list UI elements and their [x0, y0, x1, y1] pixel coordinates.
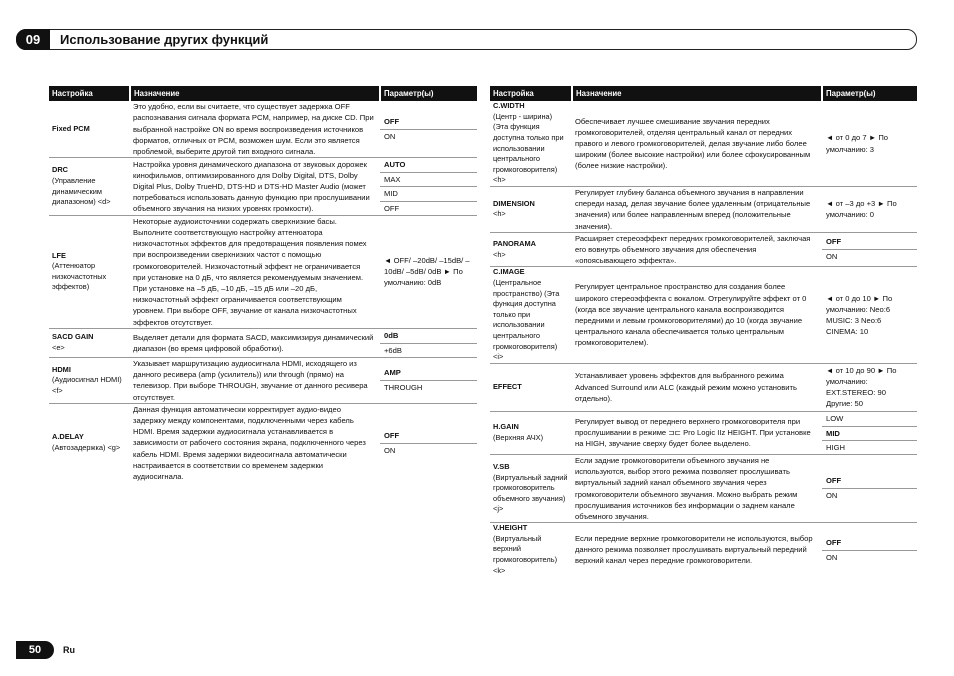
param-option: AUTO: [384, 160, 406, 170]
header-params: Параметр(ы): [822, 86, 917, 101]
setting-params-cell: [822, 186, 917, 232]
setting-name-cell: [490, 523, 572, 576]
setting-description: Это удобно, если вы считаете, что существует задержка OFF распознавания сигнала формата PCM, например, на диске CD. При выбранной настройке ON во время воспроизведения источников форматов, отличных от PCM, возможен шум. Если это является проблемой, выберите другой тип входного сигнала.: [133, 102, 374, 157]
setting-name-cell: [49, 158, 130, 216]
setting-name-cell: [490, 232, 572, 267]
param-option: ON: [822, 550, 917, 564]
header-purpose: Назначение: [130, 86, 380, 101]
setting-description: Настройка уровня динамического диапазона от звуковых дорожек кинофильмов, оптимизированного для Dolby Digital, DTS, Dolby Digital Plus, Dolby TrueHD, DTS-HD и DTS-HD Master Audio (может потребоваться использовать данную функцию при прослушивании объемного звучания на низких уровнях громкости).: [130, 158, 380, 216]
param-list: [822, 131, 917, 155]
setting-subtitle: (Центр - ширина) (Эта функция доступна только при использовании центрального громкоговорителя) <h>: [493, 111, 564, 185]
setting-name-cell: [490, 101, 572, 186]
setting-name: DIMENSION: [493, 198, 535, 208]
param-list: [822, 364, 917, 411]
setting-params-cell: [380, 403, 477, 482]
setting-params-cell: [822, 232, 917, 267]
table-row: [490, 523, 917, 576]
setting-subtitle: (Виртуальный верхний громкоговоритель) <k>: [493, 533, 558, 575]
table-row: [490, 363, 917, 411]
setting-params-cell: [380, 328, 477, 357]
setting-name: EFFECT: [493, 381, 522, 391]
setting-name: SACD GAIN: [52, 332, 94, 342]
setting-subtitle: <h>: [493, 249, 506, 259]
param-option: ◄ от 10 до 90 ► По умолчанию: EXT.STEREO: 90 Другие: 50: [826, 365, 897, 409]
table-header-row: [49, 86, 477, 101]
setting-name: V.SB: [493, 462, 510, 472]
param-option: OFF: [384, 430, 400, 440]
param-option: ON: [822, 488, 917, 502]
page-number: 50: [16, 641, 54, 659]
setting-params-cell: [380, 158, 477, 216]
setting-name: V.HEIGHT: [493, 523, 528, 533]
header-setting: Настройка: [49, 86, 130, 101]
setting-subtitle: <h>: [493, 209, 506, 219]
setting-params-cell: [380, 358, 477, 404]
param-list: [380, 366, 477, 394]
param-option: AMP: [384, 368, 401, 378]
param-option: MID: [380, 186, 477, 200]
param-list: [822, 292, 917, 339]
setting-name-cell: [49, 328, 130, 357]
setting-description: Данная функция автоматически корректирует аудио-видео задержку между компонентами, подключенными через кабель HDMI. Время задержки аудиосигнала устанавливается в зависимости от рабочего состояния экрана, подключенного через кабель HDMI. Время задержки видеосигнала автоматически настраивается в соответствии со временем задержки аудиосигнала.: [130, 403, 380, 482]
table-row: [490, 101, 917, 186]
setting-name: H.GAIN: [493, 422, 519, 432]
settings-table-right: [490, 86, 917, 576]
param-option: HIGH: [822, 440, 917, 454]
setting-name: Fixed PCM: [52, 123, 90, 133]
param-list: [380, 329, 477, 357]
table-row: [490, 232, 917, 267]
param-option: MAX: [380, 172, 477, 186]
param-option: ON: [380, 443, 477, 457]
param-option: ◄ от –3 до +3 ► По умолчанию: 0: [826, 199, 897, 220]
setting-description: Регулирует вывод от переднего верхнего громкоговорителя при прослушивании в режиме ⊐⊏ Pro Logic IIz HEIGHT. При установке на HIGH, звучание сверху будет более выделено.: [572, 411, 822, 454]
setting-description: Расширяет стереоэффект передних громкоговорителей, заключая его вовнутрь объемного звучания для обеспечения «опоясывающего эффекта».: [572, 232, 822, 267]
settings-table-left: [49, 86, 477, 482]
setting-subtitle: (Аттенюатор низкочастотных эффектов): [52, 261, 107, 292]
setting-params-cell: [380, 215, 477, 328]
setting-subtitle: <e>: [52, 342, 65, 352]
setting-name: C.WIDTH: [493, 101, 525, 111]
param-option: OFF: [380, 201, 477, 215]
param-list: [822, 412, 917, 454]
table-row: [49, 215, 477, 328]
param-list: [822, 474, 917, 502]
setting-description: Некоторые аудиоисточники содержать сверхнизкие басы. Выполните соответствующую настройку аттенюатора низкочастотных эффектов для предотвращения появления помех при воспроизведении сверхнизких частот с помощью громкоговорителей. Низкочастотный эффект не ограничивается при установке на 0 дБ, что является рекомендуемым значением. При установке на –5 дБ, –10 дБ, –15 дБ или –20 дБ, низкочастотный эффект ограничивается соответствующим уровнем. При выборе OFF, звучание от канала низкочастотных эффектов отсутствует.: [130, 215, 380, 328]
setting-description: Устанавливает уровень эффектов для выбранного режима Advanced Surround или ALC (каждый режим можно установить отдельно).: [572, 363, 822, 411]
param-option: OFF: [826, 476, 842, 486]
setting-params-cell: [822, 411, 917, 454]
setting-subtitle: (Управление динамическим диапазоном) <d>: [52, 175, 111, 207]
header-params: Параметр(ы): [380, 86, 477, 101]
setting-description: Указывает маршрутизацию аудиосигнала HDMI, исходящего из данного ресивера (amp (усилитель)) или through (прямо) на телевизор. При выборе THROUGH, звучание от данного ресивера отсутствует.: [130, 358, 380, 404]
setting-name: PANORAMA: [493, 238, 536, 248]
setting-params-cell: [822, 267, 917, 363]
table-row: [49, 358, 477, 404]
table-row: [490, 411, 917, 454]
page-title: Использование других функций: [60, 32, 269, 47]
chapter-number: 09: [16, 29, 50, 50]
right-table-body: [490, 101, 917, 576]
param-option: ◄ от 0 до 7 ► По умолчанию: 3: [826, 133, 889, 154]
setting-params-cell: [822, 454, 917, 522]
param-list: [822, 197, 917, 221]
setting-name-cell: [490, 454, 572, 522]
setting-name-cell: [49, 101, 130, 158]
table-row: [490, 186, 917, 232]
param-option: OFF: [826, 237, 842, 247]
table-row: [49, 403, 477, 482]
setting-name: LFE: [52, 250, 66, 260]
language-code: Ru: [63, 645, 75, 655]
param-option: ◄ OFF/ –20dB/ –15dB/ –10dB/ –5dB/ 0dB ► По умолчанию: 0dB: [384, 256, 470, 288]
setting-subtitle: (Центральное пространство) (Эта функция доступна только при использовании центрального громкоговорителя) <i>: [493, 277, 560, 362]
param-option: ON: [822, 249, 917, 263]
setting-name-cell: [490, 411, 572, 454]
param-option: THROUGH: [380, 380, 477, 394]
param-option: ON: [380, 129, 477, 143]
setting-params-cell: [822, 363, 917, 411]
param-option: OFF: [826, 537, 842, 547]
param-option: 0dB: [384, 330, 399, 340]
param-list: [380, 429, 477, 457]
table-row: [490, 454, 917, 522]
setting-description: Если передние верхние громкоговорители не используются, выбор данного режима позволяет прослушивать виртуальный передний верхний канал через передние громкоговорители.: [572, 523, 822, 576]
setting-description: Регулирует глубину баланса объемного звучания в направлении спереди назад, делая звучание более удаленным (отрицательные значения) или более направленным вперед (положительные значения).: [572, 186, 822, 232]
setting-description: Если задние громкоговорители объемного звучания не используются, выбор этого режима позволяет прослушивать виртуальный задний канал объемного звучания через громкоговорители объемного звучания. Можно выбрать режим прослушивания источников без информации о заднем канале объемного звучания.: [572, 454, 822, 522]
setting-name-cell: [490, 267, 572, 363]
param-list: [380, 254, 477, 290]
table-row: [49, 101, 477, 158]
setting-description: Выделяет детали для формата SACD, максимизируя динамический диапазон (во время цифровой обработки).: [130, 328, 380, 357]
left-table-body: [49, 101, 477, 482]
setting-subtitle: (Виртуальный задний громкоговоритель объемного звучания) <j>: [493, 472, 568, 514]
setting-name-cell: [49, 215, 130, 328]
table-row: [49, 328, 477, 357]
param-list: [822, 235, 917, 263]
setting-description: Обеспечивает лучшее смешивание звучания передних громкоговорителей, отделяя центральный канал от передних правого и левого громкоговорителей, делая звучание либо более широким (более высокие настройки) или более сфокусированным (более низкие настройки).: [575, 116, 811, 171]
table-header-row: [490, 86, 917, 101]
setting-name: C.IMAGE: [493, 267, 525, 277]
table-row: [490, 267, 917, 363]
setting-params-cell: [380, 101, 477, 158]
param-list: [380, 158, 477, 215]
header-setting: Настройка: [490, 86, 572, 101]
header-purpose: Назначение: [572, 86, 822, 101]
param-option: +6dB: [380, 343, 477, 357]
param-option: OFF: [384, 117, 400, 127]
param-list: [380, 115, 477, 143]
param-option: ◄ от 0 до 10 ► По умолчанию: Neo:6 MUSIC: 3 Neo:6 CINEMA: 10: [826, 293, 893, 337]
setting-subtitle: (Верхняя АЧХ): [493, 432, 544, 442]
setting-subtitle: (Автозадержка) <g>: [52, 443, 121, 453]
param-option: LOW: [826, 413, 844, 423]
setting-params-cell: [822, 523, 917, 576]
setting-name-cell: [49, 358, 130, 404]
param-option: MID: [822, 426, 917, 440]
setting-name-cell: [490, 186, 572, 232]
setting-params-cell: [822, 101, 917, 186]
setting-subtitle: (Аудиосигнал HDMI) <f>: [52, 375, 122, 395]
setting-name-cell: [490, 363, 572, 411]
setting-description: Регулирует центральное пространство для создания более широкого стереоэффекта с вокалом. Отрегулируйте эффект от 0 (когда все звучание центрального канала воспроизводится передними и левым громкоговорителями) до 10 (когда звучание центрального канала обеспечивается только центральным громкоговорителем).: [572, 267, 822, 363]
setting-name: HDMI: [52, 364, 71, 374]
table-row: [49, 158, 477, 216]
setting-name: DRC: [52, 165, 69, 175]
setting-name-cell: [49, 403, 130, 482]
param-list: [822, 536, 917, 564]
setting-name: A.DELAY: [52, 432, 84, 442]
